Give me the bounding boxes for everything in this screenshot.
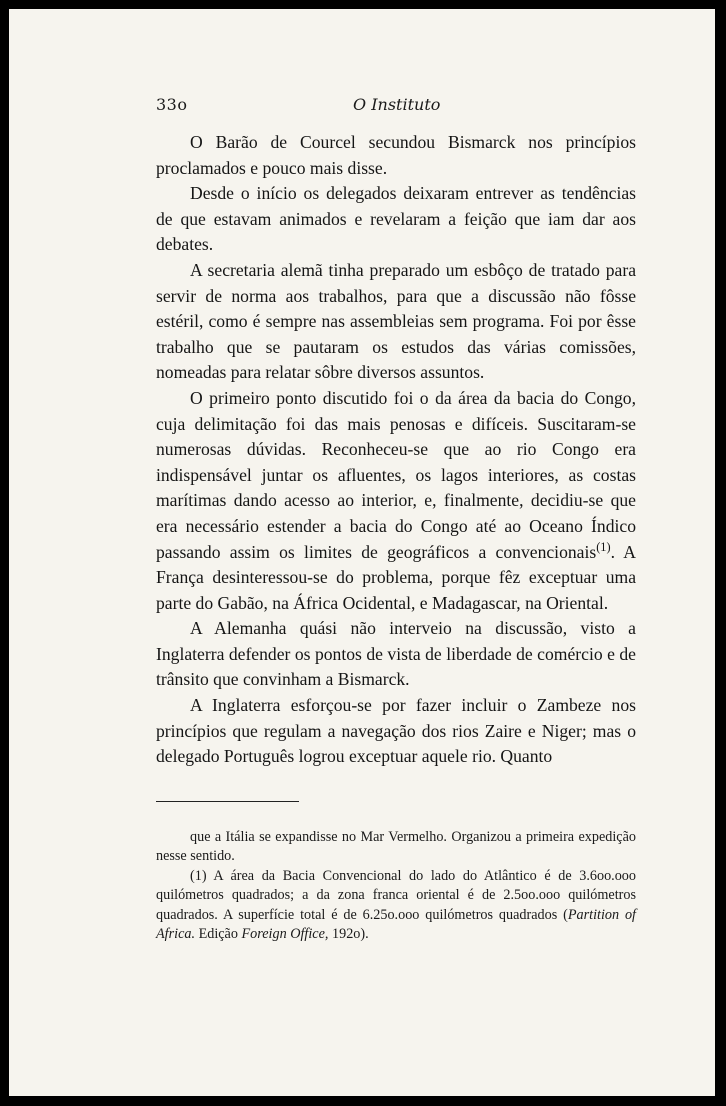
paragraph: Desde o início os delegados deixaram entrever as tendências de que estavam animados e revelaram a feição que iam dar aos debates.	[156, 183, 636, 255]
paragraph	[156, 386, 636, 616]
footnote-continuation: que a Itália se expandisse no Mar Vermelho. Organizou a primeira expedição nesse sentido.	[156, 829, 636, 865]
running-title: O Instituto	[353, 95, 441, 114]
paragraph: O Barão de Courcel secundou Bismarck nos princípios proclamados e pouco mais disse.	[156, 132, 636, 178]
footnote-text: 192o).	[328, 926, 369, 943]
paragraph: A secretaria alemã tinha preparado um esbôço de tratado para servir de norma aos trabalhos, para que a discussão não fôsse estéril, como é sempre nas assembleias sem programa. Foi por êsse trabalho que se pautaram os estudos das várias comissões, nomeadas para relatar sôbre diversos assuntos.	[156, 259, 636, 383]
main-text	[156, 130, 636, 770]
page-number: 33o	[156, 95, 188, 114]
footnote-1	[156, 867, 636, 945]
footnotes	[156, 828, 636, 944]
paragraph-text: . A França desinteressou-se do problema, porque fêz exceptuar uma parte do Gabão, na África Ocidental, e Madagascar, na Oriental.	[156, 541, 636, 613]
paragraph: A Inglaterra esforçou-se por fazer incluir o Zambeze nos princípios que regulam a navegação dos rios Zaire e Niger; mas o delegado Português logrou exceptuar aquele rio. Quanto	[156, 695, 636, 767]
running-head	[156, 95, 636, 119]
footnote-marker: (1)	[190, 867, 207, 884]
footnote-text: Edição	[195, 926, 242, 943]
footnote-italic-publisher: Foreign Office,	[241, 926, 329, 943]
book-page	[9, 9, 715, 1096]
footnote-reference: (1)	[596, 539, 611, 554]
paragraph-text: O primeiro ponto discutido foi o da área da bacia do Congo, cuja delimitação foi das mais penosas e difíceis. Suscitaram-se numerosas dúvidas. Reconheceu-se que ao rio Congo era indispensável juntar os afluentes, os lagos interiores, as costas marítimas dando acesso ao interior, e, finalmente, decidiu-se que era necessário estender a bacia do Congo até ao Oceano Índico passando assim os limites de geográficos a convencionais	[156, 387, 636, 562]
paragraph: A Alemanha quási não interveio na discussão, visto a Inglaterra defender os pontos de vista de liberdade de comércio e de trânsito que convinham a Bismarck.	[156, 618, 636, 690]
footnote-text: A área da Bacia Convencional do lado do Atlântico é de 3.6oo.ooo quilómetros quadrados; a da zona franca oriental é de 2.5oo.ooo quilómetros quadrados. A superfície total é de 6.25o.ooo quilómetros quadrados (	[156, 867, 636, 923]
footnote-italic-title: Partition of Africa.	[156, 906, 636, 943]
footnote-divider	[156, 801, 299, 802]
